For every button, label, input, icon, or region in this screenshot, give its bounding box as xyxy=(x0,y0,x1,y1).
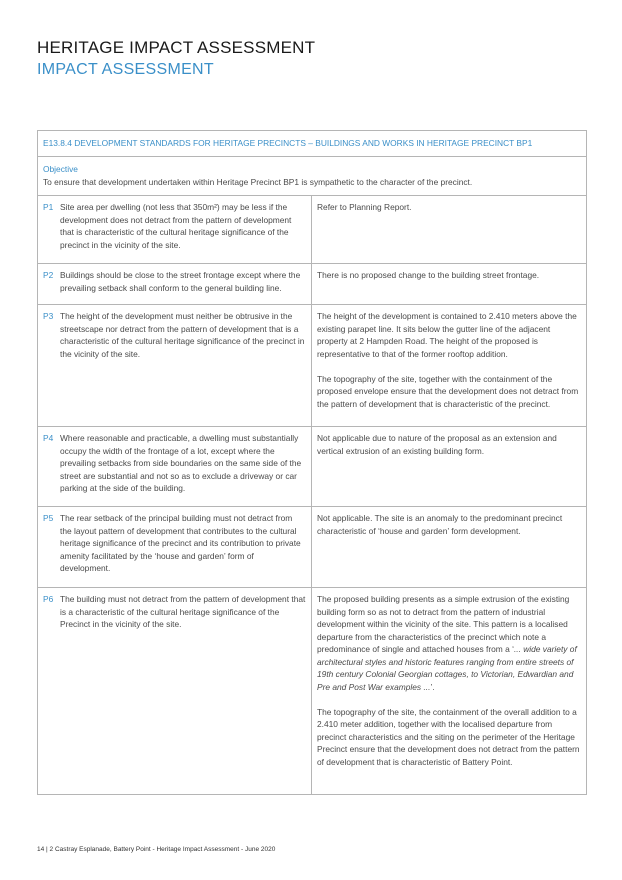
table-row xyxy=(38,587,586,794)
criterion-number: P5 xyxy=(43,513,54,523)
table-row xyxy=(38,263,586,304)
response-cell xyxy=(312,264,586,304)
objective-text: To ensure that development undertaken within Heritage Precinct BP1 is sympathetic to the character of the precinct. xyxy=(43,176,473,187)
criterion-text: The building must not detract from the pattern of development that is a characteristic of the cultural heritage significance of the Precinct in the vicinity of the site. xyxy=(60,594,306,629)
section-subtitle: IMPACT ASSESSMENT xyxy=(37,61,214,78)
criterion-cell xyxy=(38,507,312,587)
criterion-number: P4 xyxy=(43,433,54,443)
response-cell xyxy=(312,427,586,506)
standards-table xyxy=(37,130,587,795)
criterion-text: Buildings should be close to the street frontage except where the prevailing setback shall conform to the general building line. xyxy=(60,270,301,293)
criterion-cell xyxy=(38,264,312,304)
response-text: The topography of the site, the containment of the overall addition to a 2.410 meter addition, together with the localised departure from precinct characteristics and the siting on the perimeter of the Heritage Precinct ensure that the development does not detract from the pattern of development that is characteristic of Battery Point. xyxy=(317,706,580,767)
criterion-text: Where reasonable and practicable, a dwelling must substantially occupy the width of the frontage of a lot, except where the prevailing setbacks from side boundaries on the same side of the street are substantial and not so as to exclude a driveway or car parking at the side of the building. xyxy=(60,433,302,493)
criterion-number: P1 xyxy=(43,202,54,212)
response-text xyxy=(317,593,581,693)
response-text: Not applicable due to nature of the proposal as an extension and vertical extrusion of an existing building form. xyxy=(317,433,557,456)
criterion-number: P6 xyxy=(43,594,54,604)
objective-label: Objective xyxy=(43,164,78,174)
table-row xyxy=(38,506,586,587)
criterion-number: P2 xyxy=(43,270,54,280)
table-row xyxy=(38,195,586,263)
page-footer: 14 | 2 Castray Esplanade, Battery Point - Heritage Impact Assessment - June 2020 xyxy=(37,846,276,853)
response-cell xyxy=(312,588,586,794)
objective-cell xyxy=(38,157,586,195)
criterion-cell xyxy=(38,196,312,263)
response-cell xyxy=(312,196,586,263)
response-text: There is no proposed change to the building street frontage. xyxy=(317,270,540,280)
response-tail: ’. xyxy=(430,681,435,692)
document-title: HERITAGE IMPACT ASSESSMENT xyxy=(37,38,316,57)
table-row xyxy=(38,426,586,506)
response-cell xyxy=(312,507,586,587)
criterion-text: Site area per dwelling (not less that 350m²) may be less if the development does not detract from the pattern of development that is characteristic of the cultural heritage significance of the precinct in the vicinity of the site. xyxy=(60,202,292,250)
table-row xyxy=(38,304,586,426)
table-heading: E13.8.4 DEVELOPMENT STANDARDS FOR HERITAGE PRECINCTS – BUILDINGS AND WORKS IN HERITAGE PRECINCT BP1 xyxy=(43,138,533,148)
criterion-cell xyxy=(38,588,312,794)
objective-row xyxy=(38,156,586,195)
response-cell xyxy=(312,305,586,426)
criterion-text: The height of the development must neither be obtrusive in the streetscape nor detract from the pattern of development that is a characteristic of the cultural heritage significance of the precinct in the vicinity of the site. xyxy=(60,311,305,359)
response-text: Not applicable. The site is an anomaly to the predominant precinct characteristic of ‘house and garden’ form development. xyxy=(317,513,563,536)
criterion-cell xyxy=(38,427,312,506)
criterion-number: P3 xyxy=(43,311,54,321)
response-text: Refer to Planning Report. xyxy=(317,202,412,212)
criterion-cell xyxy=(38,305,312,426)
table-heading-row xyxy=(38,131,586,156)
response-lead: The proposed building presents as a simple extrusion of the existing building form so as not to detract from the pattern of industrial development within the vicinity of the site. This pattern is a localised departure from the characteristics of the precinct which note a predominance of single and attached houses from a ‘ xyxy=(317,594,570,654)
criterion-text: The rear setback of the principal building must not detract from the layout pattern of development that contributes to the cultural heritage significance of the precinct and its contribution to private amenity facilitated by the ‘house and garden’ form of development. xyxy=(60,513,301,573)
response-text: The height of the development is contained to 2.410 meters above the existing parapet line. It sits below the gutter line of the adjacent property at 2 Hampden Road. The height of the proposed is representative to that of the former rooftop addition. xyxy=(317,311,577,359)
response-text: The topography of the site, together with the containment of the proposed envelope ensure that the development does not detract from the pattern of development that is characteristic of the precinct. xyxy=(317,373,579,409)
quoted-precinct-description: ... wide variety of architectural styles and historic features ranging from entire streets of 19th century Colonial Georgian cottages, to Victorian, Edwardian and Pre and Post War examples ... xyxy=(317,644,577,692)
